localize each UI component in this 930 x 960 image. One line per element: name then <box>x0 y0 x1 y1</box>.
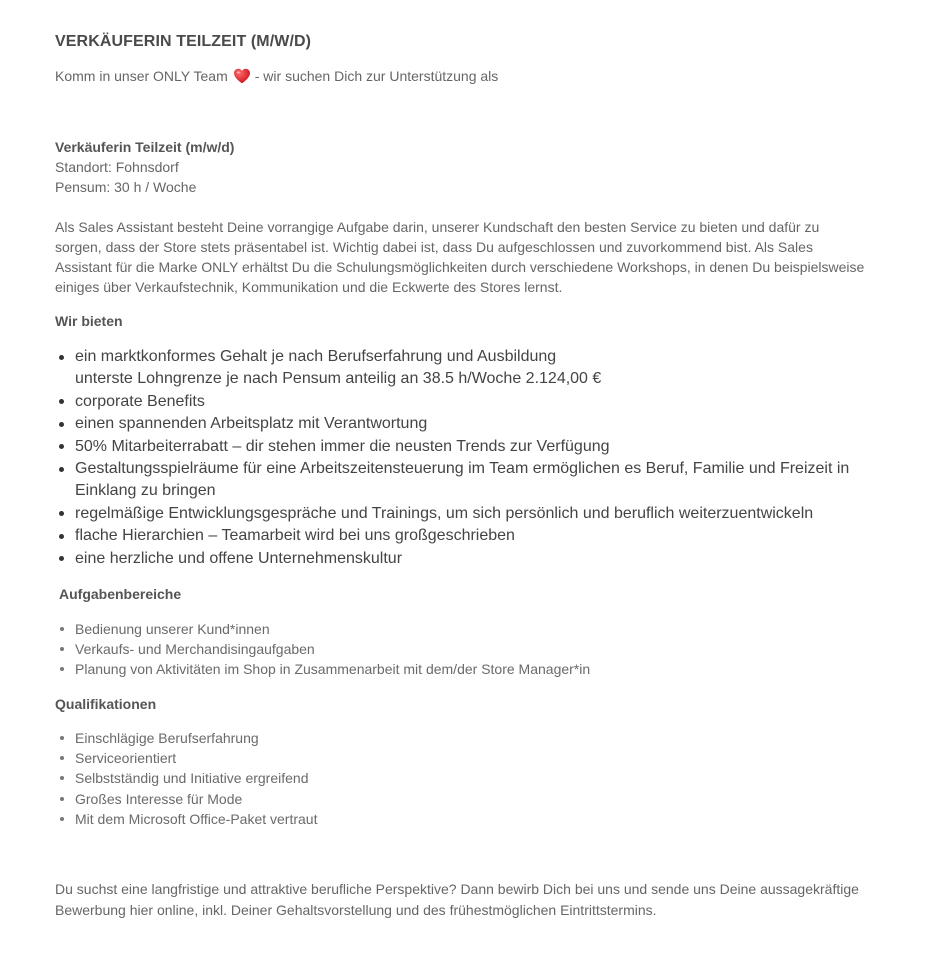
list-item <box>55 728 855 748</box>
offer-list <box>55 346 885 570</box>
qualification-item-text: Mit dem Microsoft Office-Paket vertraut <box>75 810 318 827</box>
offer-item-text: ein marktkonformes Gehalt je nach Berufserfahrung und Ausbildung <box>75 348 557 365</box>
qualifications-heading: Qualifikationen <box>55 696 157 712</box>
bullet-icon <box>60 736 64 740</box>
bullet-icon <box>59 399 64 404</box>
task-item-text: Planung von Aktivitäten im Shop in Zusammenarbeit mit dem/der Store Manager*in <box>75 661 591 678</box>
list-item <box>55 525 885 547</box>
list-item <box>55 548 885 570</box>
list-item <box>55 413 885 435</box>
heart-icon <box>233 68 251 84</box>
task-item-text: Bedienung unserer Kund*innen <box>75 621 270 637</box>
list-item <box>55 789 855 809</box>
bullet-icon <box>59 467 64 472</box>
offer-item-text: eine herzliche und offene Unternehmenskultur <box>75 549 403 567</box>
tasks-heading: Aufgabenbereiche <box>59 586 182 602</box>
bullet-icon <box>60 817 64 821</box>
bullet-icon <box>59 556 64 561</box>
task-item-text: Verkaufs- und Merchandisingaufgaben <box>75 641 315 658</box>
list-item <box>55 346 885 391</box>
closing-text: Du suchst eine langfristige und attraktive berufliche Perspektive? Dann bewirb Dich bei uns und sende uns Deine aussagekräftige Bewerbung hier online, inkl. Deiner Gehaltsvorstellung und des frühestmöglichen Eintrittstermins. <box>55 881 859 918</box>
offer-item-text: flache Hierarchien – Teamarbeit wird bei uns großgeschrieben <box>75 527 515 545</box>
list-item <box>55 809 855 829</box>
qualification-item-text: Einschlägige Berufserfahrung <box>75 730 259 746</box>
bullet-icon <box>60 797 64 801</box>
list-item <box>55 503 885 525</box>
list-item <box>55 436 885 458</box>
offer-item-text: Gestaltungsspielräume für eine Arbeitszeitensteuerung im Team ermöglichen es Beruf, Familie und Freizeit in Einklang zu bringen <box>75 460 850 500</box>
bullet-icon <box>59 534 64 539</box>
list-item <box>55 391 885 413</box>
job-description: Als Sales Assistant besteht Deine vorrangige Aufgabe darin, unserer Kundschaft den besten Service zu bieten und dafür zu sorgen, dass der Store stets präsentabel ist. Wichtig dabei ist, dass Du aufgeschlossen und zuvorkommend bist. Als Sales Assistant für die Marke ONLY erhältst Du die Schulungsmöglichkeiten durch verschiedene Workshops, in denen Du beispielsweise einiges über Verkaufstechnik, Kommunikation und die Eckwerte des Stores lernst. <box>55 219 865 295</box>
qualification-item-text: Serviceorientiert <box>75 750 177 767</box>
list-item <box>55 458 885 503</box>
list-item <box>55 748 855 768</box>
offer-item-text: 50% Mitarbeiterrabatt – dir stehen immer die neusten Trends zur Verfügung <box>75 437 610 455</box>
qualification-item-text: Großes Interesse für Mode <box>75 790 243 807</box>
bullet-icon <box>59 355 64 360</box>
bullet-icon <box>60 776 64 780</box>
list-item <box>55 619 855 639</box>
salary-note: unterste Lohngrenze je nach Pensum anteilig an 38.5 h/Woche 2.124,00 € <box>75 370 602 388</box>
job-location: Standort: Fohnsdorf <box>55 159 179 175</box>
intro-line <box>55 68 498 84</box>
qualification-item-text: Selbstständig und Initiative ergreifend <box>75 770 309 787</box>
intro-text: Komm in unser ONLY Team <box>55 68 228 84</box>
qualifications-list <box>55 728 855 829</box>
list-item <box>55 639 855 659</box>
job-hours: Pensum: 30 h / Woche <box>55 179 197 195</box>
offer-heading: Wir bieten <box>55 313 123 329</box>
page-title: VERKÄUFERIN TEILZEIT (M/W/D) <box>55 33 312 50</box>
bullet-icon <box>60 647 64 651</box>
list-item <box>55 768 855 788</box>
list-item <box>55 659 855 679</box>
bullet-icon <box>60 627 64 631</box>
offer-item-text: corporate Benefits <box>75 392 205 410</box>
intro-text-after: - wir suchen Dich zur Unterstützung als <box>254 68 499 84</box>
bullet-icon <box>59 511 64 516</box>
offer-item-text: einen spannenden Arbeitsplatz mit Verantwortung <box>75 415 428 433</box>
offer-item-text: regelmäßige Entwicklungsgespräche und Trainings, um sich persönlich und beruflich weiterzuentwickeln <box>75 504 814 522</box>
tasks-list <box>55 619 855 680</box>
bullet-icon <box>60 667 64 671</box>
bullet-icon <box>59 422 64 427</box>
job-title: Verkäuferin Teilzeit (m/w/d) <box>55 139 235 155</box>
bullet-icon <box>60 756 64 760</box>
bullet-icon <box>59 444 64 449</box>
job-summary <box>55 137 234 197</box>
